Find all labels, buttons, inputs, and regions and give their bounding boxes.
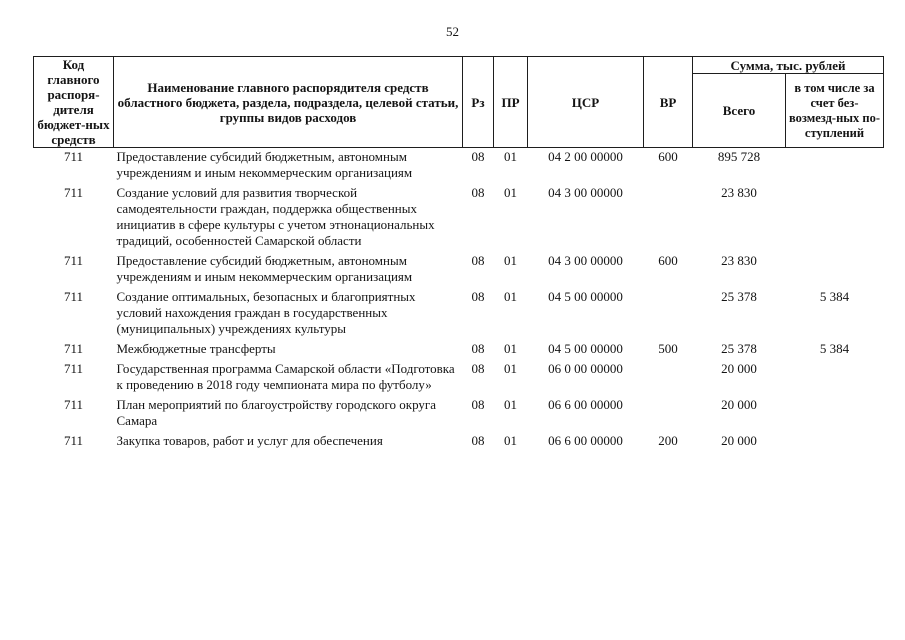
cell-incl — [786, 252, 884, 288]
cell-csr: 06 6 00 00000 — [548, 433, 623, 448]
table-body — [34, 148, 884, 453]
cell-csr: 06 0 00 00000 — [548, 361, 623, 376]
cell-total: 25 378 — [721, 289, 757, 304]
cell-total: 23 830 — [721, 253, 757, 268]
table-row — [34, 252, 884, 288]
cell-incl — [786, 184, 884, 252]
header-code: Код главного распоря-дителя бюджет-ных средств — [34, 57, 114, 148]
cell-code: 711 — [63, 361, 84, 376]
cell-csr: 04 2 00 00000 — [548, 149, 623, 164]
header-incl: в том числе за счет без-возмезд-ных по-ступлений — [786, 74, 884, 148]
cell-csr: 04 5 00 00000 — [548, 341, 623, 356]
cell-pr: 01 — [504, 341, 517, 356]
cell-name: Создание условий для развития творческой самодеятельности граждан, поддержка общественных инициатив в сфере культуры с учетом этнонациональных традиций, особенностей Самарской области — [116, 185, 435, 248]
cell-pr: 01 — [504, 185, 517, 200]
cell-rz: 08 — [471, 341, 485, 356]
cell-vr: 200 — [658, 433, 678, 448]
cell-pr: 01 — [504, 433, 517, 448]
cell-rz: 08 — [471, 433, 485, 448]
cell-incl — [786, 432, 884, 452]
table-row — [34, 396, 884, 432]
table-row — [34, 288, 884, 340]
table-row — [34, 360, 884, 396]
cell-incl — [786, 396, 884, 432]
cell-csr: 04 5 00 00000 — [548, 289, 623, 304]
header-total: Всего — [693, 74, 786, 148]
cell-vr: 600 — [658, 149, 678, 164]
cell-rz: 08 — [471, 185, 485, 200]
cell-rz: 08 — [471, 253, 485, 268]
cell-rz: 08 — [471, 289, 485, 304]
cell-total: 20 000 — [721, 361, 757, 376]
cell-csr: 04 3 00 00000 — [548, 185, 623, 200]
cell-code: 711 — [63, 397, 84, 412]
cell-pr: 01 — [504, 149, 517, 164]
cell-code: 711 — [63, 289, 84, 304]
cell-code: 711 — [63, 433, 84, 448]
cell-total: 23 830 — [721, 185, 757, 200]
header-pr: ПР — [494, 57, 528, 148]
table-row — [34, 432, 884, 452]
header-sum: Сумма, тыс. рублей — [693, 57, 884, 74]
cell-total: 20 000 — [721, 433, 757, 448]
table-header — [34, 57, 884, 148]
cell-code: 711 — [63, 253, 84, 268]
cell-name: Закупка товаров, работ и услуг для обеспечения — [116, 433, 383, 448]
cell-name: Предоставление субсидий бюджетным, автономным учреждениям и иным некоммерческим организациям — [116, 149, 413, 180]
cell-vr — [644, 288, 693, 340]
cell-vr — [644, 360, 693, 396]
cell-rz: 08 — [471, 149, 485, 164]
cell-code: 711 — [63, 149, 84, 164]
header-vr: ВР — [644, 57, 693, 148]
cell-code: 711 — [63, 185, 84, 200]
cell-vr: 600 — [658, 253, 678, 268]
cell-csr: 06 6 00 00000 — [548, 397, 623, 412]
cell-vr: 500 — [658, 341, 678, 356]
header-rz: Рз — [463, 57, 494, 148]
cell-name: Государственная программа Самарской области «Подготовка к проведению в 2018 году чемпионата мира по футболу» — [116, 361, 455, 392]
cell-csr: 04 3 00 00000 — [548, 253, 623, 268]
page-number: 52 — [446, 24, 459, 39]
cell-incl — [786, 148, 884, 185]
cell-pr: 01 — [504, 289, 517, 304]
cell-total: 20 000 — [721, 397, 757, 412]
table-row — [34, 148, 884, 185]
budget-table — [33, 56, 884, 452]
cell-name: Создание оптимальных, безопасных и благоприятных условий нахождения граждан в государственных (муниципальных) учреждениях культуры — [116, 289, 416, 336]
cell-incl: 5 384 — [819, 341, 850, 356]
header-name: Наименование главного распорядителя средств областного бюджета, раздела, подраздела, целевой статьи, группы видов расходов — [114, 57, 463, 148]
cell-vr — [644, 396, 693, 432]
cell-pr: 01 — [504, 397, 517, 412]
cell-total: 25 378 — [721, 341, 757, 356]
cell-rz: 08 — [471, 397, 485, 412]
cell-incl: 5 384 — [819, 289, 850, 304]
cell-pr: 01 — [504, 253, 517, 268]
cell-incl — [786, 360, 884, 396]
cell-pr: 01 — [504, 361, 517, 376]
table-row — [34, 184, 884, 252]
cell-total: 895 728 — [717, 149, 761, 164]
cell-name: Межбюджетные трансферты — [116, 341, 276, 356]
cell-vr — [644, 184, 693, 252]
cell-name: План мероприятий по благоустройству городского округа Самара — [116, 397, 436, 428]
table-row — [34, 340, 884, 360]
cell-rz: 08 — [471, 361, 485, 376]
header-csr: ЦСР — [528, 57, 644, 148]
cell-code: 711 — [63, 341, 84, 356]
cell-name: Предоставление субсидий бюджетным, автономным учреждениям и иным некоммерческим организациям — [116, 253, 413, 284]
